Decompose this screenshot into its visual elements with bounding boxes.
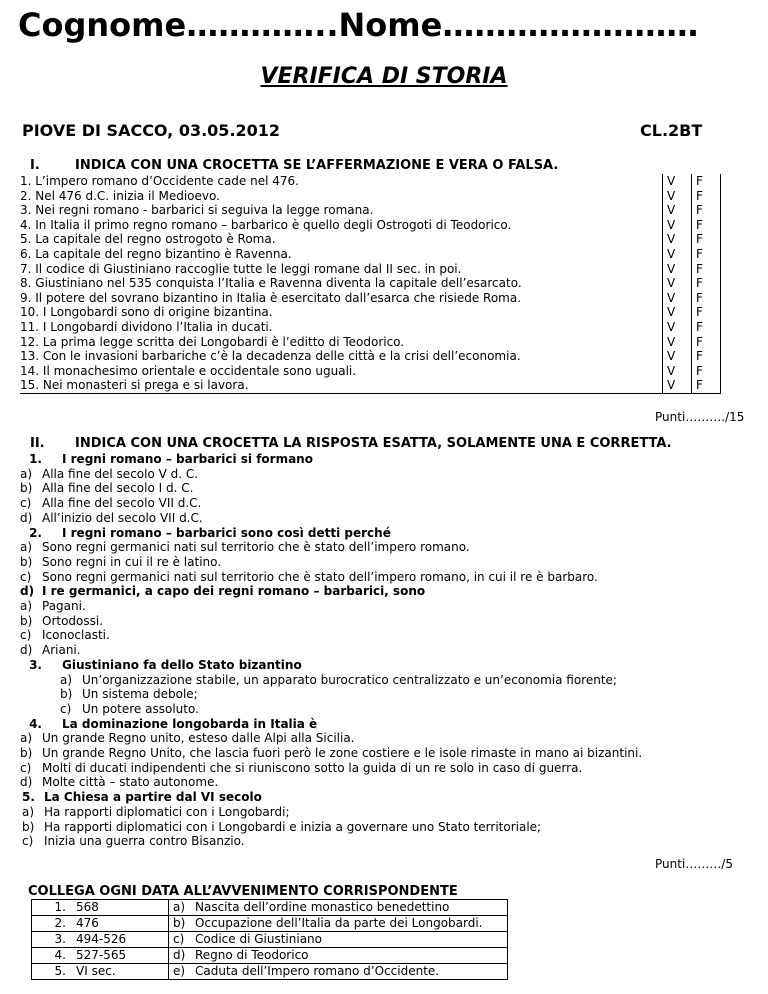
date-value: 494-526 <box>76 932 127 946</box>
date-cell[interactable] <box>32 964 169 980</box>
tf-row <box>20 305 721 320</box>
event-letter: b) <box>173 916 186 930</box>
option-letter: d) <box>20 510 33 525</box>
false-option[interactable]: F <box>692 174 721 189</box>
option-letter: b) <box>22 819 35 834</box>
answer-option[interactable] <box>20 496 642 511</box>
tf-statement: 3. Nei regni romano - barbarici si seguiva la legge romana. <box>20 203 663 218</box>
match-row <box>32 900 508 916</box>
true-option[interactable]: V <box>663 203 692 218</box>
question-number: 1. <box>29 452 42 466</box>
true-option[interactable]: V <box>663 262 692 277</box>
answer-option[interactable] <box>20 761 642 776</box>
option-letter: a) <box>20 599 33 614</box>
event-text: Codice di Giustiniano <box>195 932 323 946</box>
tf-statement: 10. I Longobardi sono di origine bizantina. <box>20 305 663 320</box>
tf-statement: 7. Il codice di Giustiniano raccoglie tutte le leggi romane dal II sec. in poi. <box>20 262 663 277</box>
option-text: Ortodossi. <box>42 613 104 628</box>
option-letter: b) <box>60 687 73 702</box>
tf-statement: 4. In Italia il primo regno romano – barbarico è quello degli Ostrogoti di Teodorico. <box>20 218 663 233</box>
false-option[interactable]: F <box>692 262 721 277</box>
false-option[interactable]: F <box>692 189 721 204</box>
section1-score: Punti………./15 <box>655 410 745 424</box>
tf-row <box>20 335 721 350</box>
date-value: 476 <box>76 916 99 930</box>
option-text: Sono regni germanici nati sul territorio che è stato dell’impero romano, in cui il re è barbaro. <box>42 569 598 584</box>
answer-option[interactable] <box>20 540 642 555</box>
option-letter: a) <box>20 731 33 746</box>
section2-title: INDICA CON UNA CROCETTA LA RISPOSTA ESATTA, SOLAMENTE UNA E CORRETTA. <box>75 436 672 451</box>
date-number: 1. <box>54 900 66 914</box>
question-number: 3. <box>29 657 42 672</box>
question-number: d) <box>20 584 35 599</box>
false-option[interactable]: F <box>692 378 721 393</box>
option-letter: c) <box>22 834 34 849</box>
option-text: Molti di ducati indipendenti che si riuniscono sotto la guida di un re solo in caso di guerra. <box>42 760 583 775</box>
option-text: Ha rapporti diplomatici con i Longobardi; <box>44 804 290 819</box>
answer-option[interactable] <box>20 731 642 746</box>
tf-statement: 13. Con le invasioni barbariche c’è la decadenza delle città e la crisi dell’economia. <box>20 349 663 364</box>
tf-row <box>20 276 721 291</box>
question-number: 5. <box>22 790 35 805</box>
question <box>20 790 642 805</box>
question <box>20 452 642 467</box>
option-text: Un grande Regno unito, esteso dalle Alpi alla Sicilia. <box>42 731 355 746</box>
date-cell[interactable] <box>32 932 169 948</box>
event-text: Regno di Teodorico <box>195 948 309 962</box>
option-text: All’inizio del secolo VII d.C. <box>42 510 203 525</box>
tf-row <box>20 320 721 335</box>
option-letter: c) <box>20 760 32 775</box>
option-text: Iconoclasti. <box>42 628 110 643</box>
true-option[interactable]: V <box>663 335 692 350</box>
match-row <box>32 916 508 932</box>
option-letter: a) <box>20 466 33 481</box>
question <box>20 717 642 732</box>
date-number: 5. <box>54 964 66 978</box>
option-letter: c) <box>20 496 32 511</box>
section1-number: I. <box>30 158 40 173</box>
true-option[interactable]: V <box>663 320 692 335</box>
false-option[interactable]: F <box>692 247 721 262</box>
false-option[interactable]: F <box>692 305 721 320</box>
answer-option[interactable] <box>20 673 642 688</box>
answer-option[interactable] <box>20 746 642 761</box>
match-row <box>32 948 508 964</box>
event-letter: c) <box>173 932 185 946</box>
option-text: Un’organizzazione stabile, un apparato burocratico centralizzato e un’economia fiorente; <box>82 672 617 687</box>
tf-row <box>20 291 721 306</box>
false-option[interactable]: F <box>692 335 721 350</box>
question <box>20 658 642 673</box>
option-text: Molte città – stato autonome. <box>42 775 219 790</box>
true-option[interactable]: V <box>663 305 692 320</box>
false-option[interactable]: F <box>692 203 721 218</box>
event-cell[interactable] <box>169 916 508 932</box>
event-letter: e) <box>173 964 186 978</box>
question-text: I re germanici, a capo dei regni romano – barbarici, sono <box>42 584 426 599</box>
option-letter: d) <box>20 643 33 658</box>
date-cell[interactable] <box>32 916 169 932</box>
answer-option[interactable] <box>20 599 642 614</box>
false-option[interactable]: F <box>692 291 721 306</box>
class-label: CL.2BT <box>640 121 703 140</box>
name-surname-line: Cognome…………..Nome…………………… <box>18 6 699 44</box>
tf-row <box>20 189 721 204</box>
true-option[interactable]: V <box>663 276 692 291</box>
option-text: Alla fine del secolo V d. C. <box>42 466 199 481</box>
option-letter: c) <box>20 628 32 643</box>
false-option[interactable]: F <box>692 218 721 233</box>
tf-row <box>20 262 721 277</box>
question <box>20 526 642 541</box>
tf-statement: 11. I Longobardi dividono l’Italia in ducati. <box>20 320 663 335</box>
option-letter: a) <box>22 804 35 819</box>
event-text: Nascita dell’ordine monastico benedettino <box>195 900 450 914</box>
true-option[interactable]: V <box>663 378 692 393</box>
false-option[interactable]: F <box>692 276 721 291</box>
option-text: Alla fine del secolo VII d.C. <box>42 496 202 511</box>
tf-row <box>20 218 721 233</box>
section1-title: INDICA CON UNA CROCETTA SE L’AFFERMAZIONE E VERA O FALSA. <box>75 158 559 173</box>
tf-row <box>20 232 721 247</box>
true-option[interactable]: V <box>663 247 692 262</box>
event-cell[interactable] <box>169 948 508 964</box>
event-cell[interactable] <box>169 932 508 948</box>
matching-table <box>31 899 508 980</box>
question <box>20 584 642 599</box>
match-row <box>32 932 508 948</box>
answer-option[interactable] <box>20 834 642 849</box>
true-option[interactable]: V <box>663 232 692 247</box>
option-letter: a) <box>20 540 33 555</box>
option-letter: b) <box>20 481 33 496</box>
option-text: Sono regni germanici nati sul territorio che è stato dell’impero romano. <box>42 540 470 555</box>
question-text: I regni romano – barbarici sono così detti perché <box>62 525 391 540</box>
false-option[interactable]: F <box>692 232 721 247</box>
answer-option[interactable] <box>20 643 642 658</box>
tf-row <box>20 203 721 218</box>
tf-statement: 9. Il potere del sovrano bizantino in Italia è esercitato dall’esarca che risiede Roma. <box>20 291 663 306</box>
true-option[interactable]: V <box>663 218 692 233</box>
question-text: La dominazione longobarda in Italia è <box>62 716 318 731</box>
section3-title: COLLEGA OGNI DATA ALL’AVVENIMENTO CORRISPONDENTE <box>28 884 458 899</box>
option-text: Un sistema debole; <box>82 687 198 702</box>
tf-row <box>20 378 721 393</box>
date-cell[interactable] <box>32 948 169 964</box>
event-text: Occupazione dell’Italia da parte dei Longobardi. <box>195 916 483 930</box>
event-letter: d) <box>173 948 186 962</box>
event-cell[interactable] <box>169 964 508 980</box>
date-value: 568 <box>76 900 99 914</box>
question-text: La Chiesa a partire dal VI secolo <box>44 790 262 805</box>
answer-option[interactable] <box>20 628 642 643</box>
answer-option[interactable] <box>20 775 642 790</box>
tf-statement: 8. Giustiniano nel 535 conquista l’Italia e Ravenna diventa la capitale dell’esarcato. <box>20 276 663 291</box>
true-option[interactable]: V <box>663 291 692 306</box>
answer-option[interactable] <box>20 820 642 835</box>
tf-statement: 2. Nel 476 d.C. inizia il Medioevo. <box>20 189 663 204</box>
option-text: Un grande Regno Unito, che lascia fuori però le zone costiere e le isole rimaste in mano ai bizantini. <box>42 746 643 761</box>
match-row <box>32 964 508 980</box>
date-value: VI sec. <box>76 964 116 978</box>
question-number: 4. <box>29 716 42 731</box>
false-option[interactable]: F <box>692 349 721 364</box>
option-text: Pagani. <box>42 599 86 614</box>
date-number: 3. <box>54 932 66 946</box>
multiple-choice-list <box>20 452 642 849</box>
option-letter: b) <box>20 554 33 569</box>
tf-statement: 1. L’impero romano d’Occidente cade nel 476. <box>20 174 663 189</box>
false-option[interactable]: F <box>692 364 721 379</box>
date-value: 527-565 <box>76 948 127 962</box>
option-letter: d) <box>20 775 33 790</box>
date-cell[interactable] <box>32 900 169 916</box>
option-text: Alla fine del secolo I d. C. <box>42 481 194 496</box>
answer-option[interactable] <box>20 687 642 702</box>
tf-row <box>20 364 721 379</box>
answer-option[interactable] <box>20 467 642 482</box>
tf-statement: 5. La capitale del regno ostrogoto è Roma. <box>20 232 663 247</box>
tf-row <box>20 174 721 189</box>
tf-statement: 15. Nei monasteri si prega e si lavora. <box>20 378 663 393</box>
tf-row <box>20 349 721 364</box>
true-false-table <box>20 174 721 394</box>
true-option[interactable]: V <box>663 174 692 189</box>
option-letter: b) <box>20 746 33 761</box>
true-option[interactable]: V <box>663 364 692 379</box>
section2-score: Punti………/5 <box>655 857 733 871</box>
answer-option[interactable] <box>20 511 642 526</box>
option-text: Un potere assoluto. <box>82 701 199 716</box>
true-option[interactable]: V <box>663 189 692 204</box>
answer-option[interactable] <box>20 570 642 585</box>
answer-option[interactable] <box>20 614 642 629</box>
event-letter: a) <box>173 900 186 914</box>
question-text: Giustiniano fa dello Stato bizantino <box>62 657 302 672</box>
answer-option[interactable] <box>20 702 642 717</box>
section2-number: II. <box>30 436 45 451</box>
date-number: 4. <box>54 948 66 962</box>
option-letter: c) <box>20 569 32 584</box>
option-text: Ha rapporti diplomatici con i Longobardi e inizia a governare uno Stato territoriale; <box>44 819 542 834</box>
option-letter: b) <box>20 613 33 628</box>
answer-option[interactable] <box>20 481 642 496</box>
option-text: Sono regni in cui il re è latino. <box>42 554 222 569</box>
question-text: I regni romano – barbarici si formano <box>62 452 313 466</box>
option-text: Inizia una guerra contro Bisanzio. <box>44 834 245 849</box>
tf-statement: 12. La prima legge scritta dei Longobardi è l’editto di Teodorico. <box>20 335 663 350</box>
option-letter: c) <box>60 701 72 716</box>
option-text: Ariani. <box>42 643 81 658</box>
date-number: 2. <box>54 916 66 930</box>
tf-row <box>20 247 721 262</box>
answer-option[interactable] <box>20 555 642 570</box>
tf-statement: 6. La capitale del regno bizantino è Ravenna. <box>20 247 663 262</box>
event-text: Caduta dell’Impero romano d’Occidente. <box>195 964 440 978</box>
false-option[interactable]: F <box>692 320 721 335</box>
page-title: VERIFICA DI STORIA <box>260 64 508 89</box>
place-date: PIOVE DI SACCO, 03.05.2012 <box>22 121 281 140</box>
option-letter: a) <box>60 672 73 687</box>
true-option[interactable]: V <box>663 349 692 364</box>
answer-option[interactable] <box>20 805 642 820</box>
event-cell[interactable] <box>169 900 508 916</box>
tf-statement: 14. Il monachesimo orientale e occidentale sono uguali. <box>20 364 663 379</box>
question-number: 2. <box>29 525 42 540</box>
